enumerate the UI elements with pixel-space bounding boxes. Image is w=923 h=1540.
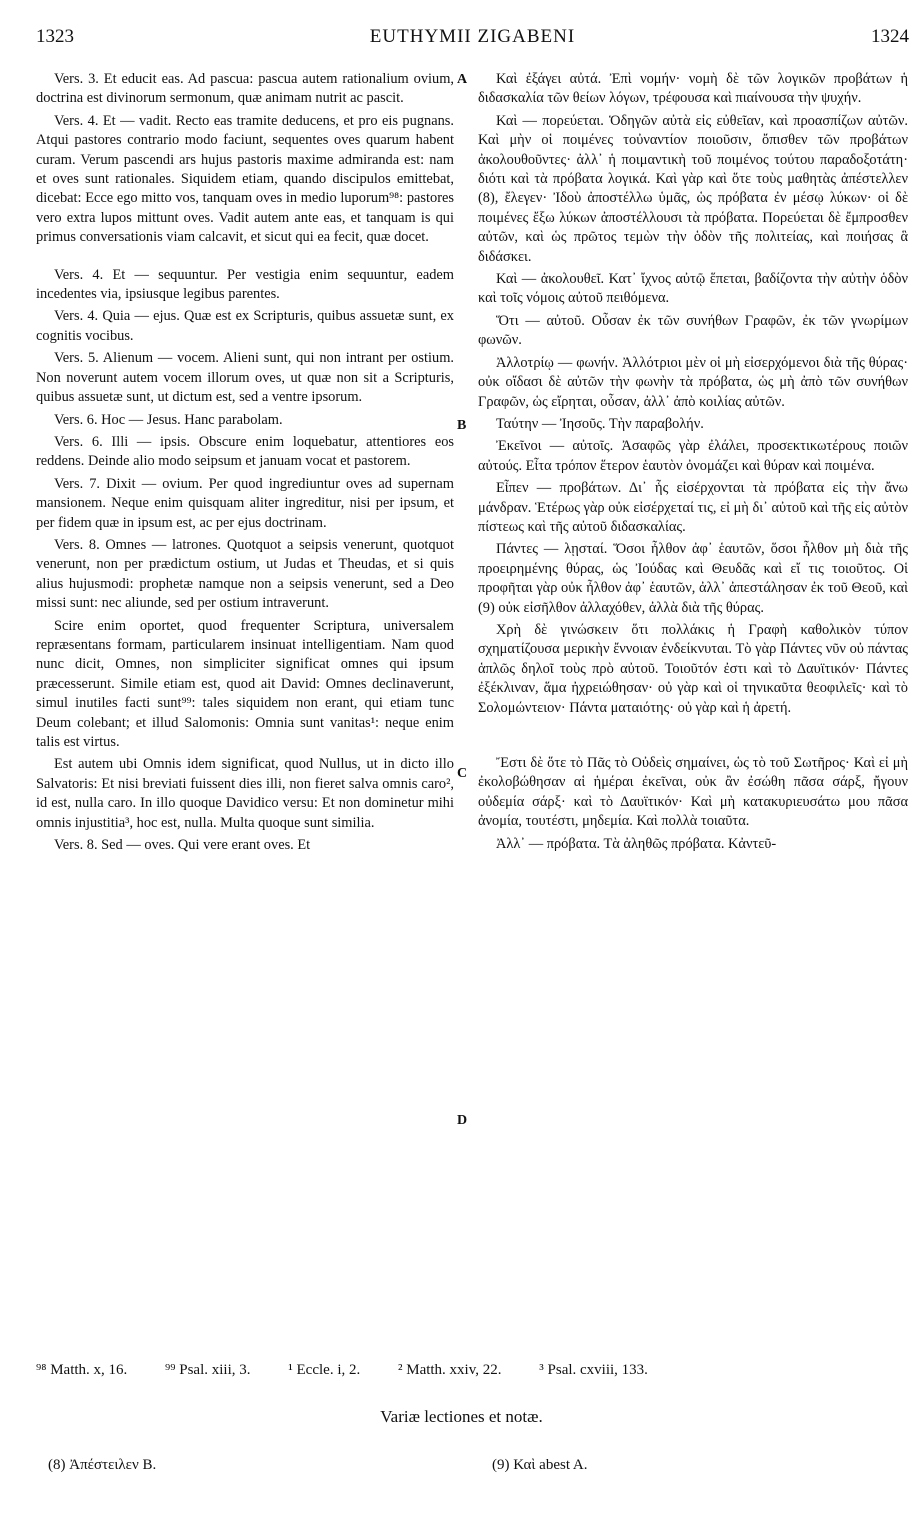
running-title: EUTHYMII ZIGABENI	[369, 26, 576, 47]
margin-letter-b: B	[457, 418, 467, 433]
latin-paragraph: Vers. 6. Illi — ipsis. Obscure enim loquebatur, attentiores eos reddens. Deinde alio modo seipsum et januam vocat et pastorem.	[36, 433, 454, 470]
greek-paragraph: Ἀλλοτρίῳ — φωνήν. Ἀλλότριοι μὲν οἱ μὴ εἰσερχόμενοι διὰ τῆς θύρας· οὐκ οἴδασι δὲ αὐτῶν τὴν φωνὴν τὰ πρόβατα, ὡς μὴ ἀπὸ τῶν συνήθων Γραφῶν, ὡς εἴρηται, οὖσαν, ἀλλ᾽ ἀπὸ κοιλίας αὐτῶν.	[478, 354, 908, 410]
greek-paragraph: Ἐκεῖνοι — αὐτοῖς. Ἀσαφῶς γὰρ ἐλάλει, προσεκτικωτέρους ποιῶν αὐτούς. Εἶτα τρόπον ἕτερον ἑαυτὸν ὀνομάζει καὶ θύραν καὶ ποιμένα.	[478, 438, 908, 474]
greek-paragraph: Πάντες — λῃσταί. Ὅσοι ἦλθον ἀφ᾽ ἑαυτῶν, ὅσοι ἦλθον μὴ διὰ τῆς προειρημένης θύρας, ὡς Ἰούδας καὶ Θευδᾶς καὶ εἴ τις τοιοῦτος. Οἱ προφῆται γὰρ οὐκ ἦλθον ἀφ᾽ ἑαυτῶν, ἀλλ᾽ ἀπεστάλησαν ἐκ τοῦ Θεοῦ, καὶ (9) οὐκ εἰσῆλθον ἀλλαχόθεν, ἀλλὰ διὰ τῆς θύρας.	[478, 541, 908, 616]
greek-paragraph: Καὶ — ἀκολουθεῖ. Κατ᾽ ἴχνος αὐτῷ ἕπεται, βαδίζοντα τὴν αὐτὴν ὁδὸν καὶ τοῖς νόμοις αὐτοῦ πειθόμενα.	[478, 271, 908, 307]
page-number-right: 1324	[871, 26, 909, 47]
greek-paragraph: Ὅτι — αὐτοῦ. Οὖσαν ἐκ τῶν συνήθων Γραφῶν, ἐκ τῶν γνωρίμων φωνῶν.	[478, 312, 908, 349]
variant-note-right: (9) Καὶ abest A.	[492, 1457, 588, 1473]
latin-paragraph: Vers. 3. Et educit eas. Ad pascua: pascua autem rationalium ovium, doctrina est divinorum sermonum, quæ animam nutrit ac pascit.	[36, 71, 454, 107]
greek-column	[478, 70, 908, 857]
variant-note-left: (8) Ἀπέστειλεν B.	[48, 1457, 157, 1473]
latin-paragraph: Vers. 4. Et — vadit. Recto eas tramite deducens, et pro eis pugnans. Atqui pastores contrario modo faciunt, sequentes oves quarum habent curam. Verum pascendi ars hujus pastoris maxime admiranda est: nam et oves sunt rationales. Siquidem etiam, quando discipulos emittebat, dicebat: Ecce ego mitto vos, tanquam oves in medio luporum⁹⁸: pastores vero extra lupos mittunt oves. Vadit autem ante eas, et tanquam is qui primus conversationis viam calcavit, et sicut qui ea fecit, quæ docet.	[36, 112, 454, 246]
greek-paragraph: Καὶ — πορεύεται. Ὁδηγῶν αὐτὰ εἰς εὐθεῖαν, καὶ προασπίζων αὐτῶν. Καὶ μὴν οἱ ποιμένες τοὐναντίον ποιοῦσιν, ὄπισθεν τῶν προβάτων ἀκολουθοῦντες· ἀλλ᾽ ἡ ποιμαντικὴ τοῦ ποιμένος τούτου παραδοξοτάτη· διότι καὶ τὰ πρόβατα λογικά. Καὶ γὰρ καὶ ὅτε τοὺς μαθητὰς ἀπέστελλεν (8), ἔλεγεν· Ἰδοὺ ἀποστέλλω ὑμᾶς, ὡς πρόβατα ἐν μέσῳ λύκων· οἱ δὲ ποιμένες ἔξω λύκων ἀποστέλλουσι τὰ πρόβατα. Πορεύεται δὲ ἔμπροσθεν αὐτῶν, καὶ ὡς πρῶτος τεμὼν τὴν ὁδὸν τῆς πολιτείας, καὶ ποιήσας ἃ διδάσκει.	[478, 112, 908, 265]
greek-paragraph: Εἶπεν — προβάτων. Δι᾽ ἧς εἰσέρχονται τὰ πρόβατα εἰς τὴν ἄνω μάνδραν. Ἑτέρως γὰρ οὐκ εἰσέρχεταί τις, εἰ μὴ δι᾽ αὐτοῦ καὶ τῆς εἰς αὐτὸν πίστεως καὶ τῆς αὐτοῦ διδασκαλίας.	[478, 480, 908, 535]
footnote: ¹ Eccle. i, 2.	[288, 1362, 361, 1378]
margin-letter-d: D	[457, 1113, 468, 1128]
greek-paragraph: Ἔστι δὲ ὅτε τὸ Πᾶς τὸ Οὐδεὶς σημαίνει, ὡς τὸ τοῦ Σωτῆρος· Καὶ εἰ μὴ ἐκολοβώθησαν αἱ ἡμέραι ἐκεῖναι, οὐκ ἂν ἐσώθη πᾶσα σάρξ, ἤγουν οὐδεμία σάρξ· καὶ τὸ Δαυϊτικόν· Καὶ μὴ κατακυριευσάτω μου πᾶσα ἀνομία, τουτέστι, μηδεμία. Καὶ πολλὰ τοιαῦτα.	[478, 755, 908, 830]
page-number-left: 1323	[36, 26, 74, 47]
margin-letter-c: C	[457, 766, 468, 781]
latin-paragraph: Vers. 8. Sed — oves. Qui vere erant oves. Et	[54, 837, 311, 854]
latin-paragraph: Vers. 7. Dixit — ovium. Per quod ingrediuntur oves ad supernam mansionem. Neque enim quisquam aliter ingreditur, nisi per ipsum, et per fidem quæ in ipsum est, ac per ejus doctrinam.	[36, 475, 454, 531]
latin-paragraph: Vers. 6. Hoc — Jesus. Hanc parabolam.	[54, 411, 283, 428]
greek-paragraph: Ἀλλ᾽ — πρόβατα. Τὰ ἀληθῶς πρόβατα. Κἀντεῦ-	[496, 835, 777, 852]
greek-paragraph: Χρὴ δὲ γινώσκειν ὅτι πολλάκις ἡ Γραφὴ καθολικὸν τύπον σχηματίζουσα μερικὴν ἔννοιαν ἐνδείκνυται. Τὸ γὰρ Πάντες νῦν οὐ πάντας ἁπλῶς δηλοῖ τοὺς πρὸ αὐτοῦ. Τοιοῦτόν ἐστι καὶ τὸ Δαυϊτικόν· Πάντες ἐξέκλιναν, ἅμα ἠχρειώθησαν· οὐ γὰρ καὶ οἱ τηνικαῦτα θεοφιλεῖς· καὶ τὸ Σολομώντειον· Πάντα ματαιότης· οὐ γὰρ καὶ ἡ ἀρετή.	[478, 621, 908, 716]
footnote: ⁹⁹ Psal. xiii, 3.	[165, 1362, 251, 1378]
latin-paragraph: Vers. 5. Alienum — vocem. Alieni sunt, qui non intrant per ostium. Non noverunt autem vocem illorum oves, ut quæ non sit a Scripturis, quibus assuetæ sunt, ut dictum est, sed a ventre ipsorum.	[36, 350, 454, 406]
running-header	[36, 26, 909, 56]
greek-paragraph: Ταύτην — Ἰησοῦς. Τὴν παραβολήν.	[496, 415, 704, 432]
latin-paragraph: Vers. 8. Omnes — latrones. Quotquot a seipsis venerunt, quotquot venerunt, non per prædictum ostium, ut Judas et Theudas, et si quis alius hujusmodi: prophetæ namque non a seipsis venerunt, sed a Deo missi sunt: nec aliunde, sed per ostium intraverunt.	[36, 536, 454, 612]
footnote: ⁹⁸ Matth. x, 16.	[36, 1362, 128, 1378]
footnotes	[36, 1362, 916, 1379]
latin-paragraph: Vers. 4. Et — sequuntur. Per vestigia enim sequuntur, eadem incedentes via, ipsiusque legibus parentes.	[36, 266, 454, 303]
footnote: ³ Psal. cxviii, 133.	[539, 1362, 648, 1378]
latin-column	[36, 70, 454, 858]
latin-paragraph: Scire enim oportet, quod frequenter Scriptura, universalem repræsentans formam, particularem insinuat intelligentiam. Nam quod nunc dicit, Omnes, non simpliciter significat omnes qui ipsum præcesserunt. Simile etiam est, quod ait David: Omnes declinaverunt, simul inutiles facti sunt⁹⁹: tales siquidem non erant, qui etiam tunc Deum colebant; et illud Salomonis: Omnia sunt vanitas¹: neque enim talis est virtus.	[36, 617, 454, 750]
margin-letter-a: A	[457, 72, 468, 87]
latin-paragraph: Est autem ubi Omnis idem significat, quod Nullus, ut in dicto illo Salvatoris: Et nisi breviati fuissent dies illi, non fieret salva omnis caro², id est, nulla caro. In illo quoque Davidico versu: Et non dominetur mihi omnis injustitia³, hoc est, nulla. Multa quoque sunt similia.	[36, 756, 454, 831]
latin-paragraph: Vers. 4. Quia — ejus. Quæ est ex Scripturis, quibus assuetæ sunt, ex cognitis vocibus.	[36, 308, 454, 344]
footnote: ² Matth. xxiv, 22.	[397, 1362, 502, 1378]
greek-paragraph: Καὶ ἐξάγει αὐτά. Ἐπὶ νομήν· νομὴ δὲ τῶν λογικῶν προβάτων ἡ διδασκαλία τῶν θείων λόγων, τρέφουσα καὶ πιαίνουσα τὴν ψυχήν.	[478, 71, 908, 107]
variae-lectiones-title: Variæ lectiones et notæ.	[380, 1407, 543, 1426]
